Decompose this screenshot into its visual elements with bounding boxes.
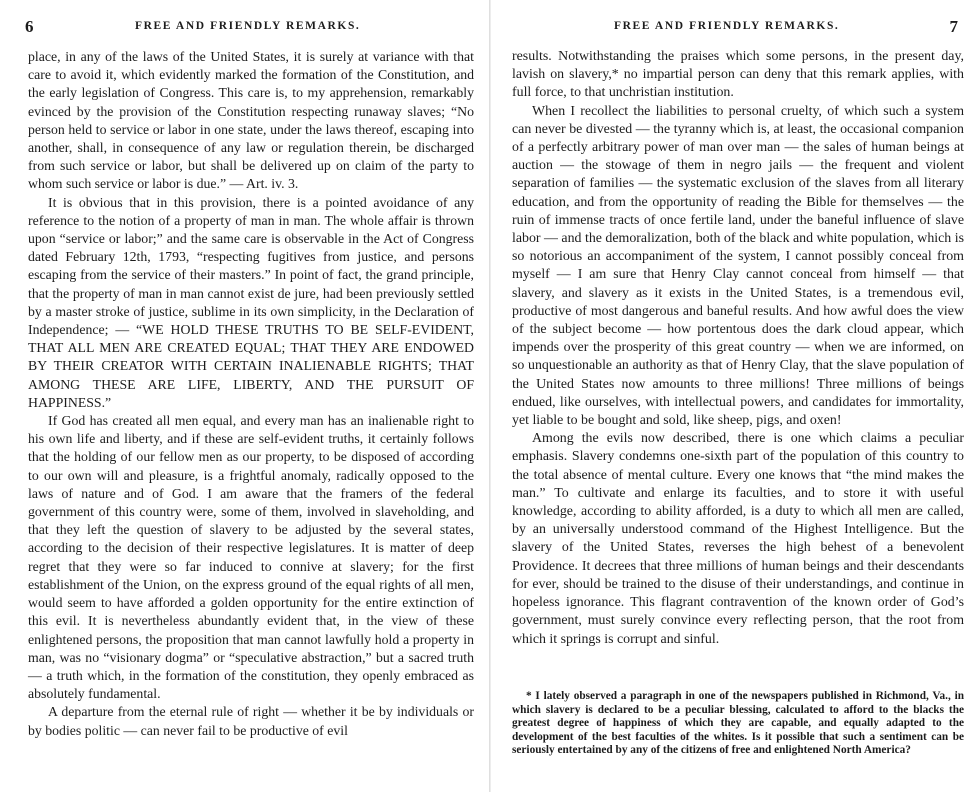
page-number: 6: [25, 17, 34, 36]
right-page: [494, 0, 980, 792]
paragraph: A departure from the eternal rule of right — whether it be by individuals or by bodies politic — can never fail to be productive of evil: [28, 704, 474, 738]
left-page-body: [28, 48, 474, 740]
paragraph: It is obvious that in this provision, there is a pointed avoidance of any reference to the notion of a property of man in man. The whole affair is thrown upon “service or labor;” and the same care is observable in the Act of Congress dated February 12th, 1793, “respecting fugitives from justice, and persons escaping from the service of their masters.” In point of fact, the grand principle, that the property of man in man cannot exist de jure, had been previously settled by a master stroke of justice, sublime in its own simplicity, in the Declaration of Independence; — “WE HOLD THESE TRUTHS TO BE SELF-EVIDENT, THAT ALL MEN ARE CREATED EQUAL; THAT THEY ARE ENDOWED BY THEIR CREATOR WITH CERTAIN INALIENABLE RIGHTS; THAT AMONG THESE ARE LIFE, LIBERTY, AND THE PURSUIT OF HAPPINESS.”: [28, 194, 474, 410]
paragraph: Among the evils now described, there is one which claims a peculiar emphasis. Slavery condemns one-sixth part of the population of this country to the total absence of mental culture. Every one knows that “the mind makes the man.” To cultivate and enlarge its faculties, and to store it with useful knowledge, according to ability afforded, is a duty to which all men are called, by an universally understood command of the Highest Intelligence. But the slavery of the United States, reverses the high behest of a benevolent Providence. It decrees that three millions of human beings and their descendants for ever, should be trained to the disuse of their understandings, and continue in hopeless ignorance. This flagrant contravention of the known order of God’s government, must surely convince every reflecting person, that the root from which it springs is corrupt and sinful.: [512, 431, 964, 647]
left-page-header: [0, 17, 490, 38]
right-page-body: [512, 48, 964, 649]
paragraph: results. Notwithstanding the praises which some persons, in the present day, lavish on slavery,* no impartial person can deny that this remark applies, with full force, to that unchristian institution.: [512, 49, 964, 101]
running-head: FREE AND FRIENDLY REMARKS.: [614, 20, 840, 32]
paragraph: When I recollect the liabilities to personal cruelty, of which such a system can never be divested — the tyranny which is, at least, the occasional companion of a perfectly arbitrary power of man over man — the sales of human beings at auction — the stowage of them in negro jails — the frequent and violent separation of families — the systematic exclusion of the slaves from all literary education, and from the opportunity of reading the Bible for themselves — the ruin of immense tracts of once fertile land, under the baneful influence of slave labor — and the demoralization, both of the black and white population, which is so notorious an accompaniment of the system, I cannot possibly conceal from myself — I am sure that Henry Clay cannot conceal from himself — that slavery, and slavery as it exists in the United States, is a tremendous evil, productive of most dangerous and baneful results. And how awful does the view of the subject become — how portentous does the dark cloud appear, which impends over the prosperity of this great country — when we are informed, on so unquestionable an authority as that of Henry Clay, that the slave population of the United States now amounts to three millions! Three millions of beings endued, like ourselves, with intellectual powers, and candidates for immortality, yet liable to be bought and sold, like sheep, pigs, and oxen!: [512, 103, 964, 429]
book-gutter: [489, 0, 491, 792]
right-page-header: [494, 17, 980, 38]
footnote: [512, 690, 964, 758]
running-head: FREE AND FRIENDLY REMARKS.: [135, 20, 361, 32]
paragraph: place, in any of the laws of the United States, it is surely at variance with that care to avoid it, which evidently marked the formation of the Constitution, and the early legislation of Congress. This care is, to my apprehension, remarkably evinced by the provision of the Constitution respecting runaway slaves; “No person held to service or labor in one state, under the laws thereof, escaping into another, shall, in consequence of any law or regulation therein, be discharged from such service or labor, but shall be delivered up on claim of the party to whom such service or labor is due.” — Art. iv. 3.: [28, 49, 474, 192]
page-number: 7: [949, 17, 958, 36]
paragraph: If God has created all men equal, and every man has an inalienable right to his own life and liberty, and if these are self-evident truths, it certainly follows that the holding of our fellow men as our property, to be disposed of according to our own will and pleasure, is a frightful anomaly, radically opposed to the laws of nature and of God. I am aware that the framers of the federal government of this country were, some of them, involved in slaveholding, and that they left the question of slavery to be adjusted by the several states, according to the decision of their respective legislatures. It is matter of deep regret that they were so far induced to connive at slavery; for the first establishment of the Union, on the express ground of the equal rights of all men, would seem to have afforded a golden opportunity for the entire extinction of this evil. It is nevertheless abundantly evident that, in the view of these enlightened persons, the proposition that man cannot lawfully hold a property in man, was no “visionary dogma” or “speculative abstraction,” but a sacred truth — a truth which, in the formation of the constitution, they openly embraced as absolutely fundamental.: [28, 413, 474, 702]
footnote-text: * I lately observed a paragraph in one of the newspapers published in Richmond, Va., in which slavery is declared to be a peculiar blessing, calculated to afford to the blacks the greatest degree of happiness of which they are capable, and equally adapted to the development of the best faculties of the whites. Is it possible that such a sentiment can be seriously entertained by any of the citizens of free and enlightened North America?: [512, 690, 964, 757]
